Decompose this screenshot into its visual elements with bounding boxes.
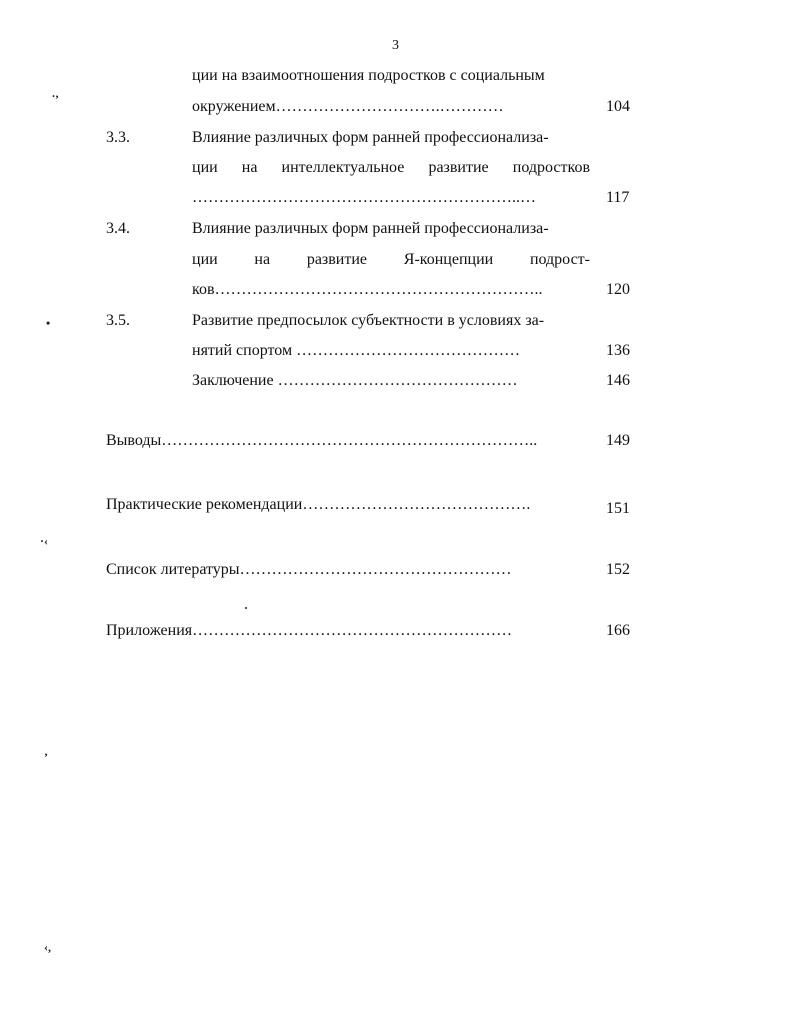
scan-artifact-mark: ·‹	[40, 534, 48, 548]
toc-conclusion: Заключение ………………………………………	[192, 372, 518, 389]
toc-cont-page: 104	[606, 98, 630, 115]
toc-literature: Список литературы……………………………………………	[106, 561, 512, 578]
scan-artifact-mark: ‹,	[44, 940, 51, 954]
scan-artifact-mark: •	[46, 316, 51, 330]
word: на	[241, 159, 258, 176]
word: развитие	[306, 251, 368, 268]
toc-literature-page: 152	[606, 561, 630, 578]
toc-s34-page: 120	[606, 281, 630, 298]
word: Я-концепции	[403, 251, 494, 268]
toc-s33-line2	[192, 158, 590, 178]
toc-findings: Выводы……………………………………………………………..	[106, 432, 538, 449]
toc-s35-line2: нятий спортом ……………………………………	[192, 342, 521, 359]
scan-artifact-mark: ‚	[44, 744, 48, 758]
word: развитие	[428, 159, 489, 176]
word: на	[254, 251, 271, 268]
toc-s34-line2	[192, 250, 590, 270]
page-number: 3	[392, 38, 399, 53]
toc-conclusion-page: 146	[606, 372, 630, 389]
word: интеллектуальное	[281, 159, 405, 176]
toc-appendices: Приложения……………………………………………………	[106, 622, 513, 639]
toc-s33-line1: Влияние различных форм ранней профессионализа-	[192, 129, 549, 146]
toc-s34-line3: ков……………………………………………………..	[192, 281, 543, 298]
toc-s34-line1: Влияние различных форм ранней профессионализа-	[192, 220, 549, 237]
toc-appendices-page: 166	[606, 622, 630, 639]
scan-artifact-mark: .‚	[52, 86, 59, 100]
toc-s35-page: 136	[606, 342, 630, 359]
word: подростков	[512, 159, 590, 176]
toc-findings-page: 149	[606, 432, 630, 449]
toc-section-number: 3.3.	[106, 129, 130, 146]
toc-s33-page: 117	[606, 189, 630, 206]
word: ции	[192, 251, 218, 268]
toc-section-number: 3.4.	[106, 220, 130, 237]
toc-cont-line1: ции на взаимоотношения подростков с социальным	[192, 67, 545, 84]
word: подрост-	[529, 251, 590, 268]
toc-recommendations: Практические рекомендации…………………………………….	[106, 496, 531, 513]
word: ции	[192, 159, 218, 176]
toc-s33-line3: ……………………………………………………..…	[192, 189, 536, 206]
toc-s35-line1: Развитие предпосылок субъектности в условиях за-	[192, 312, 545, 329]
toc-section-number: 3.5.	[106, 312, 130, 329]
toc-recommendations-page: 151	[606, 500, 630, 517]
toc-cont-line2: окружением………………………….…………	[192, 98, 504, 115]
scan-artifact-dot	[245, 607, 247, 609]
